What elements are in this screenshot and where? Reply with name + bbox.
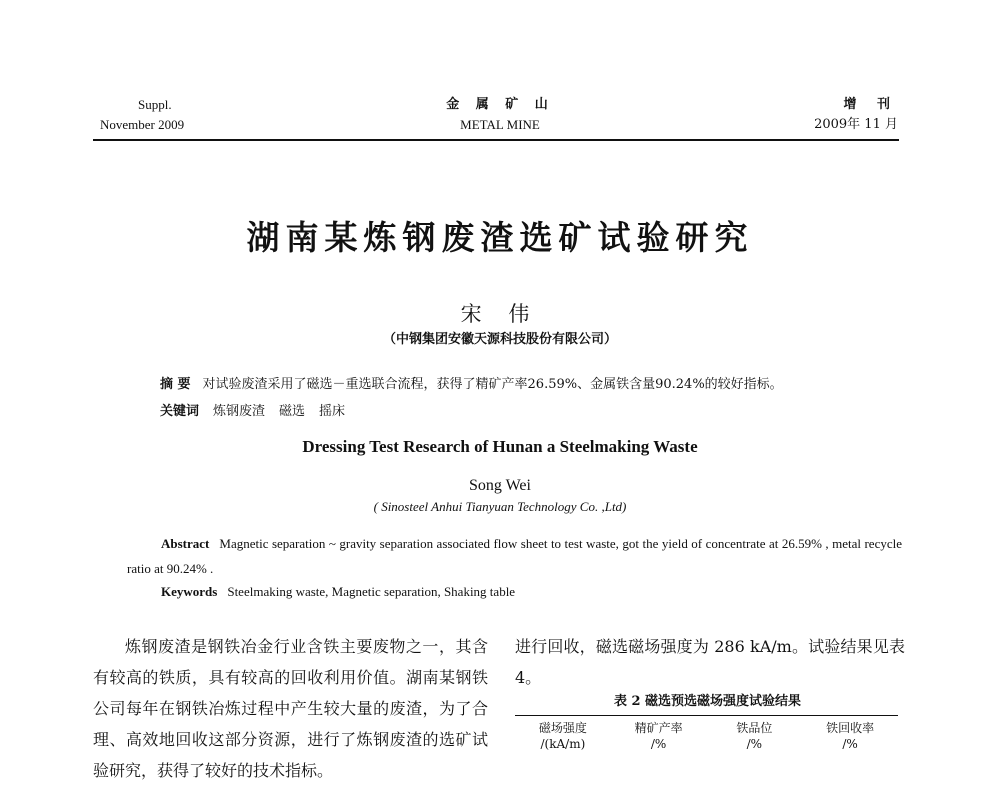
keyword-cn: 摇床 <box>319 404 346 419</box>
abstract-en-label: Abstract <box>161 536 210 551</box>
abstract-en <box>127 531 902 581</box>
journal-name-cn: 金 属 矿 山 <box>446 97 554 112</box>
author-affiliation: （中钢集团安徽天源科技股份有限公司） <box>382 332 617 347</box>
journal-issue-info-cn <box>780 95 898 135</box>
table-top-rule <box>515 715 898 716</box>
table-header-cell <box>707 720 803 752</box>
abstract-cn <box>160 373 920 392</box>
table-header-unit: /% <box>842 737 858 751</box>
keyword-cn: 炼钢废渣 <box>213 404 266 419</box>
table-header-cell <box>611 720 707 752</box>
table-header-row <box>515 720 898 752</box>
table-header-label: 铁回收率 <box>826 721 875 735</box>
keywords-en-label: Keywords <box>161 584 218 599</box>
body-right-column: 进行回收，磁选磁场强度为 286 kA/m。试验结果见表4。 <box>515 637 905 687</box>
table-header-cell <box>515 720 611 752</box>
suppl-label: Suppl. <box>138 97 172 112</box>
issue-date-en: November 2009 <box>100 117 185 132</box>
table-header-label: 磁场强度 <box>538 721 587 735</box>
journal-name <box>400 95 600 135</box>
table-header-unit: /% <box>650 737 667 751</box>
paper-title: 湖南某炼钢废渣选矿试验研究 <box>246 218 754 257</box>
journal-issue-info <box>100 95 220 135</box>
table-header-unit: /% <box>746 737 763 751</box>
table-title: 表 2 磁选预选磁场强度试验结果 <box>613 694 802 709</box>
table-header-unit: /(kA/m) <box>540 737 586 751</box>
abstract-en-text: Magnetic separation ~ gravity separation associated flow sheet to test waste, got the yield of concentrate at 26.59% , metal recycle ratio at 90.24% . <box>127 536 902 576</box>
abstract-cn-label: 摘 要 <box>160 377 191 392</box>
author-name: 宋 伟 <box>460 302 540 326</box>
keywords-cn-label: 关键词 <box>160 404 200 419</box>
header-rule <box>93 139 899 141</box>
table-header-label: 精矿产率 <box>634 721 683 735</box>
keywords-en-text: Steelmaking waste, Magnetic separation, Shaking table <box>227 584 516 599</box>
keywords-en <box>161 584 901 600</box>
keywords-cn <box>160 400 920 419</box>
author-affiliation-en: ( Sinosteel Anhui Tianyuan Technology Co. ,Ltd) <box>373 499 627 514</box>
keyword-cn: 磁选 <box>279 404 306 419</box>
table-header-label: 铁品位 <box>736 721 773 735</box>
abstract-cn-text: 对试验废渣采用了磁选－重选联合流程，获得了精矿产率26.59%、金属铁含量90.24%的较好指标。 <box>202 377 783 392</box>
journal-name-en: METAL MINE <box>460 117 540 132</box>
issue-date-cn: 2009年 11 月 <box>814 117 898 132</box>
paper-title-en: Dressing Test Research of Hunan a Steelmaking Waste <box>302 437 698 456</box>
supplement-label-cn: 增 刊 <box>843 97 898 112</box>
author-name-en: Song Wei <box>469 477 531 494</box>
table-header-cell <box>802 720 898 752</box>
body-left-column: 炼钢废渣是钢铁冶金行业含铁主要废物之一，其含有较高的铁质，具有较高的回收利用价值。湖南某钢铁公司每年在钢铁冶炼过程中产生较大量的废渣，为了合理、高效地回收这部分资源，进行了炼钢废渣的选矿试验研究，获得了较好的技术指标。 <box>93 637 488 780</box>
